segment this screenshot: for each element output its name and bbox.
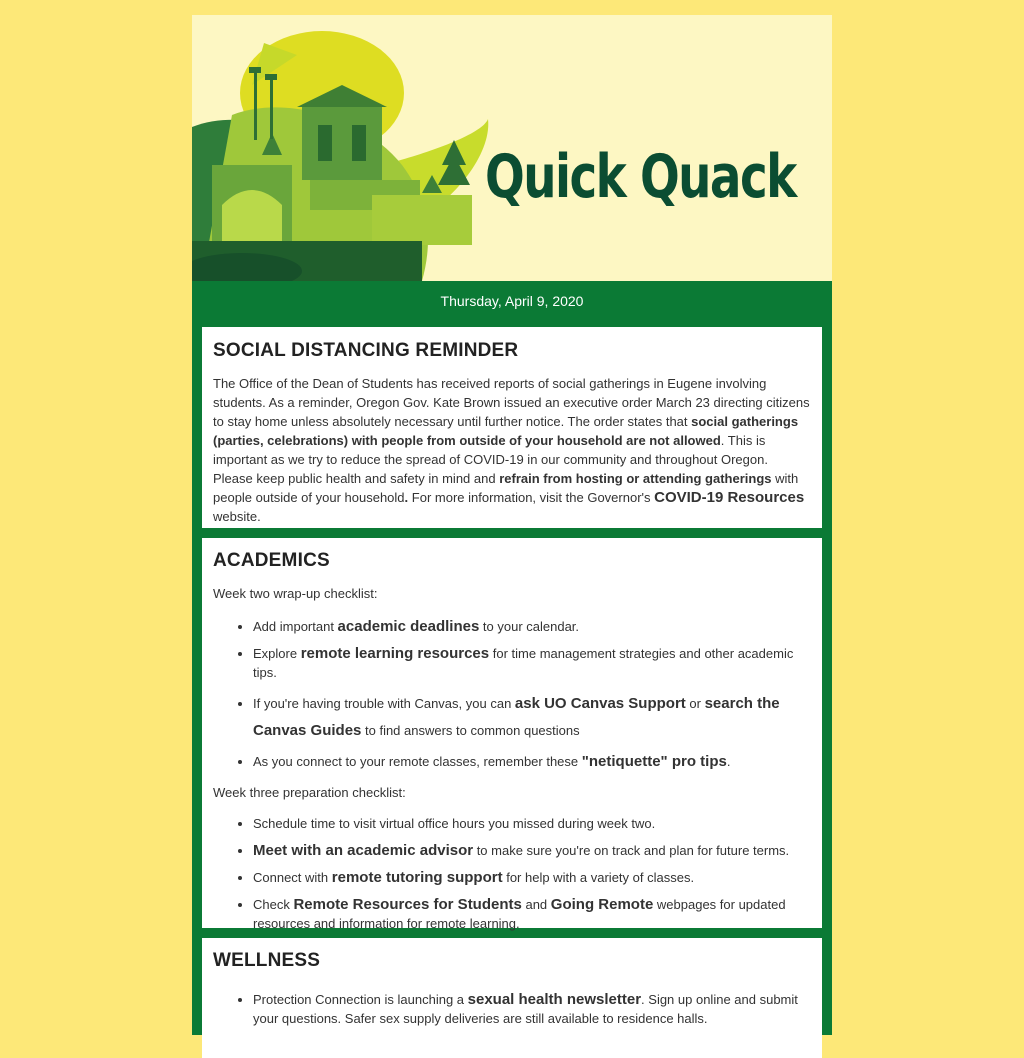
canvas-guides-link[interactable]: search the Canvas Guides xyxy=(253,695,780,739)
newsletter xyxy=(192,15,832,1035)
academic-deadlines-link[interactable]: academic deadlines xyxy=(337,618,480,635)
remote-tutoring-link[interactable]: remote tutoring support xyxy=(331,869,503,886)
emphasis: social gatherings (parties, celebrations) with people from outside of your household are not allowed xyxy=(213,414,799,448)
remote-resources-link[interactable]: Remote Resources for Students xyxy=(293,896,522,913)
section-heading: SOCIAL DISTANCING REMINDER xyxy=(213,340,519,361)
week-three-checklist xyxy=(213,814,811,933)
sexual-health-newsletter-link[interactable]: sexual health newsletter xyxy=(467,991,642,1008)
academic-advisor-link[interactable]: Meet with an academic advisor xyxy=(253,842,474,859)
canvas-support-link[interactable]: ask UO Canvas Support xyxy=(514,695,686,712)
header-banner xyxy=(192,15,832,281)
list-item: • Protection Connection is launching a sexual health newsletter. Sign up online and submit your questions. Safer sex supply deliveries are still available to residence halls. xyxy=(253,990,811,1028)
section-social-distancing xyxy=(202,327,822,528)
emphasis: refrain from hosting or attending gatherings xyxy=(499,471,772,486)
section-heading: ACADEMICS xyxy=(213,550,330,571)
week-two-checklist xyxy=(213,617,811,771)
section-heading: WELLNESS xyxy=(213,950,321,971)
list-item: • Schedule time to visit virtual office hours you missed during week two. xyxy=(253,814,811,833)
covid-resources-link[interactable]: COVID-19 Resources xyxy=(654,489,805,506)
duck-campus-illustration xyxy=(192,15,492,281)
list-item: • As you connect to your remote classes, remember these "netiquette" pro tips. xyxy=(253,752,811,771)
wellness-list xyxy=(213,990,811,1028)
newsletter-title: Quick Quack xyxy=(485,142,796,212)
section-academics xyxy=(202,538,822,931)
list-item: • If you're having trouble with Canvas, you can ask UO Canvas Support or search the Canvas Guides to find answers to common questions xyxy=(253,690,811,744)
list-item: • Connect with remote tutoring support for help with a variety of classes. xyxy=(253,868,811,887)
list-item: • Explore remote learning resources for time management strategies and other academic tips. xyxy=(253,644,811,682)
going-remote-link[interactable]: Going Remote xyxy=(550,896,654,913)
list-item: • Add important academic deadlines to your calendar. xyxy=(253,617,811,636)
remote-learning-resources-link[interactable]: remote learning resources xyxy=(300,645,490,662)
social-distancing-body: The Office of the Dean of Students has received reports of social gatherings in Eugene involving students. As a reminder, Oregon Gov. Kate Brown issued an executive order March 23 directing citizens to stay home unless absolutely necessary until further notice. The order states that social gatherings (parties, celebrations) with people from outside of your household are not allowed. This is important as we try to reduce the spread of COVID-19 in our community and throughout Oregon. Please keep public health and safety in mind and refrain from hosting or attending gatherings with people outside of your household. For more information, visit the Governor's COVID-19 Resources website. xyxy=(213,376,810,524)
issue-date: Thursday, April 9, 2020 xyxy=(440,293,584,309)
list-item: • Meet with an academic advisor to make sure you're on track and plan for future terms. xyxy=(253,841,811,860)
checklist-intro: Week three preparation checklist: xyxy=(213,785,406,800)
list-item: • Check Remote Resources for Students and Going Remote webpages for updated resources and information for remote learning. xyxy=(253,895,811,933)
netiquette-tips-link[interactable]: "netiquette" pro tips xyxy=(581,753,727,770)
checklist-intro: Week two wrap-up checklist: xyxy=(213,586,378,601)
section-wellness xyxy=(202,938,822,1058)
